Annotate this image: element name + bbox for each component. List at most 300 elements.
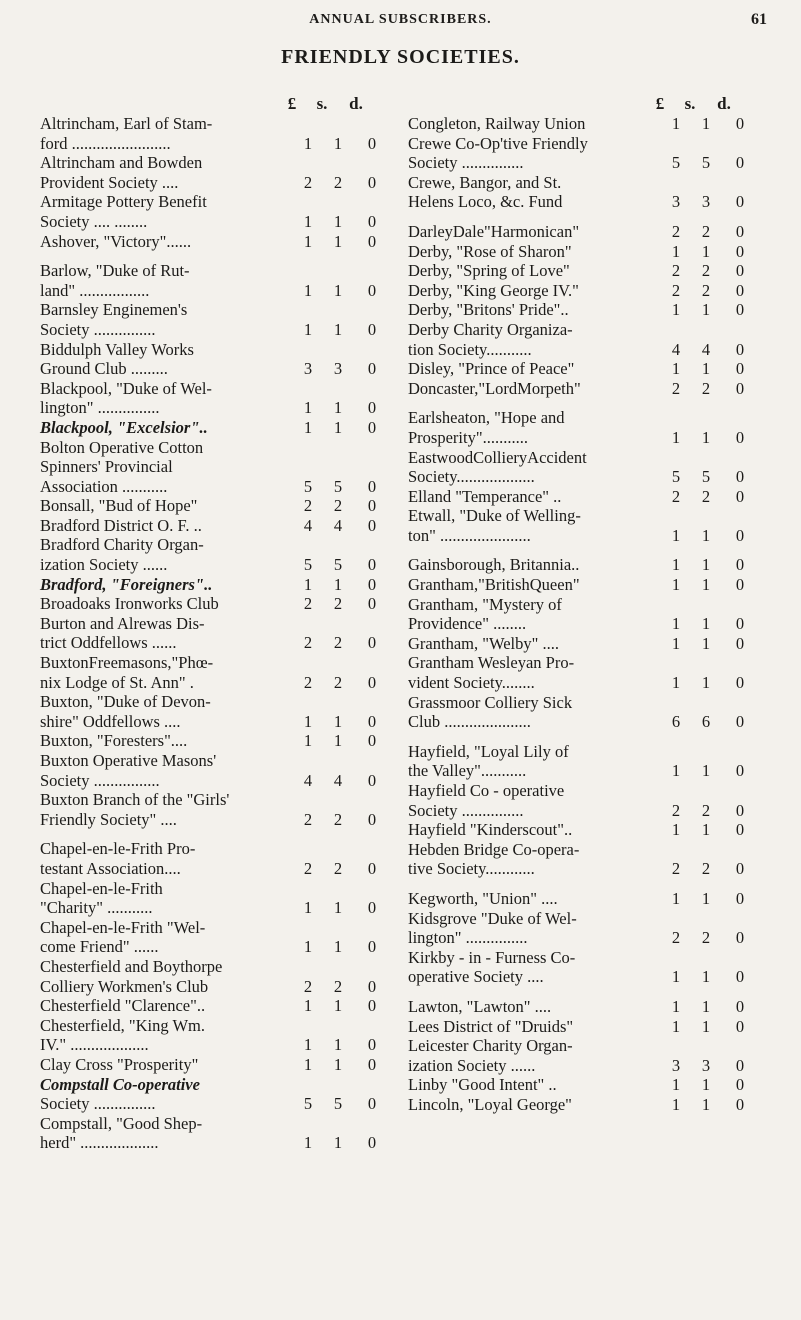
amount-shillings: 1 xyxy=(701,300,711,320)
amount-shillings: 1 xyxy=(701,114,711,133)
subscriber-entry xyxy=(408,506,753,545)
entry-text-line: land" ................. xyxy=(40,280,150,300)
subscriber-entry xyxy=(408,300,753,320)
entry-text-line: operative Society .... xyxy=(408,967,544,987)
amount-shillings: 2 xyxy=(333,809,343,829)
entry-text-line: Helens Loco, &c. Fund xyxy=(408,192,563,212)
amount-pence: 0 xyxy=(735,359,745,379)
subscriber-entry xyxy=(40,594,385,614)
amount-shillings: 1 xyxy=(333,417,343,437)
amount-shillings: 1 xyxy=(333,898,343,918)
subscription-amount xyxy=(293,398,385,418)
amount-pounds: 2 xyxy=(303,976,313,996)
entry-text-line: Grantham, "Welby" .... xyxy=(408,633,559,653)
subscriber-entry xyxy=(40,1055,385,1075)
subscriber-entry xyxy=(408,487,753,507)
amount-pence: 0 xyxy=(367,515,377,535)
subscriber-entry xyxy=(408,575,753,595)
entry-text-line: EastwoodCollieryAccident xyxy=(408,447,587,467)
amount-pence: 0 xyxy=(367,731,377,751)
subscription-amount xyxy=(293,555,385,575)
subscription-amount xyxy=(293,575,385,595)
subscriber-entry xyxy=(40,340,385,379)
entry-text-line: Derby, "King George IV." xyxy=(408,280,579,300)
subscriber-entry xyxy=(408,1095,753,1115)
amount-pence: 0 xyxy=(735,1055,745,1075)
subscription-amount xyxy=(293,898,385,918)
entry-text-line: Hayfield "Kinderscout".. xyxy=(408,820,573,840)
amount-shillings: 3 xyxy=(701,1055,711,1075)
subscriber-entry xyxy=(408,634,753,654)
currency-header xyxy=(408,94,753,114)
entry-spacer xyxy=(408,879,753,889)
subscription-amount xyxy=(661,281,753,301)
amount-pence: 0 xyxy=(735,800,745,820)
entry-text-line: Hayfield Co - operative xyxy=(408,781,565,800)
subscriber-entry xyxy=(40,653,385,692)
amount-shillings: 1 xyxy=(701,633,711,653)
amount-pounds: 3 xyxy=(303,359,313,379)
subscriber-entry xyxy=(408,820,753,840)
subscription-amount xyxy=(661,192,753,212)
amount-pounds: 2 xyxy=(303,809,313,829)
entry-text-line: Bradford District O. F. .. xyxy=(40,515,202,535)
entry-text-line: herd" ................... xyxy=(40,1133,159,1153)
subscription-amount xyxy=(293,712,385,732)
subscriber-entry xyxy=(408,134,753,173)
subscriber-entry xyxy=(40,516,385,536)
amount-shillings: 1 xyxy=(701,1075,711,1095)
entry-text-line: Providence" ........ xyxy=(408,614,527,634)
subscriber-entry xyxy=(40,535,385,574)
entry-text-line: Society ............... xyxy=(40,319,156,339)
subscriber-entry xyxy=(40,957,385,996)
subscription-amount xyxy=(293,1055,385,1075)
subscription-amount xyxy=(661,467,753,487)
entry-text-line: Bradford, "Foreigners".. xyxy=(40,574,213,594)
amount-shillings: 2 xyxy=(333,633,343,653)
subscription-amount xyxy=(293,633,385,653)
entry-text-line: Grassmoor Colliery Sick xyxy=(408,692,573,712)
entry-text-line: Earlsheaton, "Hope and xyxy=(408,408,565,428)
entry-text-line: Kidsgrove "Duke of Wel- xyxy=(408,908,577,928)
amount-shillings: 1 xyxy=(701,996,711,1016)
entry-text-line: the Valley"........... xyxy=(408,761,527,781)
amount-shillings: 1 xyxy=(333,1054,343,1074)
entry-text-line: Doncaster,"LordMorpeth" xyxy=(408,378,581,398)
amount-pence: 0 xyxy=(735,467,745,487)
amount-pence: 0 xyxy=(367,280,377,300)
amount-pounds: 1 xyxy=(671,300,681,320)
amount-pounds: 2 xyxy=(303,858,313,878)
subscription-amount xyxy=(293,359,385,379)
amount-pence: 0 xyxy=(735,221,745,241)
entry-text-line: Blackpool, "Excelsior".. xyxy=(40,417,208,437)
amount-pence: 0 xyxy=(735,1075,745,1095)
entry-text-line: Bradford Charity Organ- xyxy=(40,535,204,555)
amount-pounds: 1 xyxy=(671,967,681,987)
entry-text-line: lington" ............... xyxy=(408,928,528,948)
amount-pence: 0 xyxy=(367,858,377,878)
amount-pounds: 1 xyxy=(671,359,681,379)
subscription-amount xyxy=(293,673,385,693)
subscriber-entry xyxy=(40,731,385,751)
entry-text-line: tive Society............ xyxy=(408,859,535,879)
amount-pounds: 3 xyxy=(671,1055,681,1075)
subscriber-entry xyxy=(40,418,385,438)
amount-shillings: 2 xyxy=(701,859,711,879)
left-column xyxy=(40,94,385,1153)
entry-text-line: Kegworth, "Union" .... xyxy=(408,888,558,908)
subscriber-entry xyxy=(40,438,385,497)
subscriber-entry xyxy=(408,281,753,301)
entry-text-line: Etwall, "Duke of Welling- xyxy=(408,506,581,526)
subscription-amount xyxy=(661,1075,753,1095)
amount-shillings: 1 xyxy=(701,614,711,634)
entry-text-line: ization Society ...... xyxy=(40,555,168,575)
entry-text-line: Disley, "Prince of Peace" xyxy=(408,359,575,379)
running-title: ANNUAL SUBSCRIBERS. xyxy=(309,12,492,27)
subscription-amount xyxy=(661,1017,753,1037)
pounds-header: £ xyxy=(287,94,297,113)
amount-pounds: 6 xyxy=(671,712,681,732)
amount-pounds: 1 xyxy=(303,280,313,300)
amount-shillings: 5 xyxy=(701,467,711,487)
entry-text-line: Barnsley Enginemen's xyxy=(40,300,188,320)
amount-pence: 0 xyxy=(735,820,745,840)
entry-text-line: come Friend" ...... xyxy=(40,937,159,957)
subscription-amount xyxy=(661,487,753,507)
amount-pence: 0 xyxy=(367,672,377,692)
subscription-amount xyxy=(661,634,753,654)
amount-shillings: 1 xyxy=(701,1094,711,1114)
amount-pence: 0 xyxy=(735,996,745,1016)
subscriber-entry xyxy=(408,242,753,262)
entry-text-line: Buxton Operative Masons' xyxy=(40,751,217,770)
amount-pounds: 1 xyxy=(671,1075,681,1095)
amount-shillings: 1 xyxy=(701,820,711,840)
amount-shillings: 1 xyxy=(333,1035,343,1055)
amount-pence: 0 xyxy=(367,937,377,957)
subscription-amount xyxy=(293,477,385,497)
shillings-header: s. xyxy=(684,94,696,113)
subscription-amount xyxy=(293,996,385,1016)
subscriber-entry xyxy=(408,320,753,359)
subscriber-entry xyxy=(408,889,753,909)
amount-pence: 0 xyxy=(367,319,377,339)
amount-pounds: 1 xyxy=(303,398,313,418)
amount-pence: 0 xyxy=(367,417,377,437)
amount-shillings: 1 xyxy=(701,555,711,575)
amount-pounds: 1 xyxy=(671,114,681,133)
amount-pounds: 2 xyxy=(303,633,313,653)
amount-pounds: 1 xyxy=(671,633,681,653)
amount-pounds: 1 xyxy=(671,555,681,575)
subscriber-entry xyxy=(408,997,753,1017)
section-title: FRIENDLY SOCIETIES. xyxy=(281,46,520,68)
subscriber-entry xyxy=(408,595,753,634)
subscription-amount xyxy=(661,526,753,546)
entry-text-line: Gainsborough, Britannia.. xyxy=(408,555,580,575)
amount-pounds: 3 xyxy=(671,192,681,212)
entry-text-line: "Charity" ........... xyxy=(40,898,153,918)
amount-pence: 0 xyxy=(735,192,745,212)
subscriber-entry xyxy=(408,1017,753,1037)
amount-pounds: 5 xyxy=(303,1094,313,1114)
entry-text-line: Lees District of "Druids" xyxy=(408,1016,574,1036)
entry-spacer xyxy=(408,987,753,997)
subscriber-entry xyxy=(408,222,753,242)
entry-text-line: Buxton, "Foresters".... xyxy=(40,731,188,751)
amount-pence: 0 xyxy=(735,280,745,300)
amount-shillings: 2 xyxy=(333,172,343,192)
subscriber-entry xyxy=(408,379,753,399)
amount-pounds: 1 xyxy=(303,211,313,231)
subscription-amount xyxy=(293,212,385,232)
amount-shillings: 6 xyxy=(701,712,711,732)
amount-pounds: 1 xyxy=(671,427,681,447)
amount-pounds: 1 xyxy=(671,525,681,545)
amount-pounds: 1 xyxy=(303,133,313,153)
entry-text-line: Elland "Temperance" .. xyxy=(408,486,562,506)
pence-header: d. xyxy=(717,94,731,113)
subscription-amount xyxy=(293,859,385,879)
subscriber-entry xyxy=(40,614,385,653)
subscription-amount xyxy=(661,340,753,360)
entry-text-line: Compstall Co-operative xyxy=(40,1074,200,1094)
amount-shillings: 1 xyxy=(333,731,343,751)
amount-pounds: 1 xyxy=(303,937,313,957)
subscription-amount xyxy=(293,516,385,536)
entry-spacer xyxy=(408,398,753,408)
subscription-amount xyxy=(661,1056,753,1076)
subscriber-entry xyxy=(408,742,753,781)
amount-pence: 0 xyxy=(367,633,377,653)
subscription-amount xyxy=(661,673,753,693)
subscriber-entry xyxy=(40,496,385,516)
subscription-amount xyxy=(661,222,753,242)
amount-pence: 0 xyxy=(367,898,377,918)
subscription-amount xyxy=(661,859,753,879)
entry-text-line: nix Lodge of St. Ann" . xyxy=(40,672,194,692)
subscriber-entry xyxy=(40,192,385,231)
amount-pence: 0 xyxy=(367,133,377,153)
entry-text-line: vident Society........ xyxy=(408,673,535,693)
amount-pence: 0 xyxy=(735,673,745,693)
amount-shillings: 2 xyxy=(701,486,711,506)
amount-pence: 0 xyxy=(735,967,745,987)
entry-text-line: Derby Charity Organiza- xyxy=(408,319,573,339)
subscriber-entry xyxy=(408,948,753,987)
amount-pence: 0 xyxy=(735,153,745,173)
entry-text-line: Linby "Good Intent" .. xyxy=(408,1075,557,1095)
entry-text-line: lington" ............... xyxy=(40,398,160,418)
entry-text-line: Spinners' Provincial xyxy=(40,457,173,477)
entry-text-line: Club ..................... xyxy=(408,712,531,732)
entry-text-line: DarleyDale"Harmonican" xyxy=(408,221,580,241)
amount-shillings: 2 xyxy=(701,261,711,281)
amount-shillings: 2 xyxy=(701,221,711,241)
amount-pence: 0 xyxy=(735,761,745,781)
amount-shillings: 4 xyxy=(701,339,711,359)
subscriber-entry xyxy=(40,1075,385,1114)
amount-pence: 0 xyxy=(367,1054,377,1074)
subscriber-entry xyxy=(408,1075,753,1095)
amount-shillings: 5 xyxy=(701,153,711,173)
amount-pence: 0 xyxy=(735,859,745,879)
amount-pence: 0 xyxy=(367,1094,377,1114)
amount-pounds: 1 xyxy=(671,673,681,693)
amount-shillings: 3 xyxy=(333,359,343,379)
subscription-amount xyxy=(293,771,385,791)
amount-shillings: 2 xyxy=(333,672,343,692)
subscription-amount xyxy=(293,320,385,340)
amount-pence: 0 xyxy=(735,1016,745,1036)
subscriber-entry xyxy=(408,173,753,212)
amount-shillings: 2 xyxy=(333,976,343,996)
amount-pence: 0 xyxy=(735,928,745,948)
subscription-amount xyxy=(661,428,753,448)
subscription-amount xyxy=(661,379,753,399)
entry-text-line: BuxtonFreemasons,"Phœ- xyxy=(40,653,214,673)
amount-pounds: 1 xyxy=(671,820,681,840)
amount-pounds: 5 xyxy=(303,476,313,496)
entry-text-line: Bolton Operative Cotton xyxy=(40,437,204,457)
amount-pence: 0 xyxy=(735,378,745,398)
subscriber-entry xyxy=(40,790,385,829)
amount-pence: 0 xyxy=(367,476,377,496)
amount-pence: 0 xyxy=(735,261,745,281)
amount-pence: 0 xyxy=(735,339,745,359)
amount-pence: 0 xyxy=(735,427,745,447)
subscription-amount xyxy=(661,997,753,1017)
entry-text-line: Leicester Charity Organ- xyxy=(408,1036,573,1056)
amount-pounds: 2 xyxy=(671,928,681,948)
amount-pence: 0 xyxy=(367,976,377,996)
subscription-amount xyxy=(661,614,753,634)
amount-pounds: 2 xyxy=(671,261,681,281)
entry-text-line: Blackpool, "Duke of Wel- xyxy=(40,378,212,398)
subscription-amount xyxy=(661,967,753,987)
entry-text-line: Derby, "Rose of Sharon" xyxy=(408,241,572,261)
entry-text-line: Chesterfield and Boythorpe xyxy=(40,956,223,976)
entry-text-line: Kirkby - in - Furness Co- xyxy=(408,947,576,967)
amount-pence: 0 xyxy=(367,770,377,790)
amount-pounds: 2 xyxy=(303,172,313,192)
amount-pence: 0 xyxy=(367,594,377,614)
amount-shillings: 1 xyxy=(333,319,343,339)
amount-shillings: 1 xyxy=(701,241,711,261)
amount-pence: 0 xyxy=(735,712,745,732)
subscription-amount xyxy=(293,134,385,154)
subscription-amount xyxy=(293,594,385,614)
entry-text-line: Barlow, "Duke of Rut- xyxy=(40,261,190,281)
currency-header xyxy=(40,94,385,114)
subscription-amount xyxy=(661,1095,753,1115)
entry-text-line: Clay Cross "Prosperity" xyxy=(40,1054,199,1074)
entry-text-line: Society ............... xyxy=(408,153,524,173)
shillings-header: s. xyxy=(316,94,328,113)
amount-shillings: 1 xyxy=(701,673,711,693)
subscription-amount xyxy=(293,1133,385,1153)
subscription-amount xyxy=(661,712,753,732)
amount-pence: 0 xyxy=(367,1035,377,1055)
subscriber-entry xyxy=(40,839,385,878)
entry-text-line: trict Oddfellows ...... xyxy=(40,633,177,653)
amount-pounds: 4 xyxy=(303,770,313,790)
entry-text-line: Lincoln, "Loyal George" xyxy=(408,1094,572,1114)
entry-text-line: Chapel-en-le-Frith Pro- xyxy=(40,839,196,859)
amount-shillings: 1 xyxy=(701,575,711,595)
entry-text-line: ford ........................ xyxy=(40,133,171,153)
amount-shillings: 1 xyxy=(333,133,343,153)
entry-text-line: Chapel-en-le-Frith xyxy=(40,878,163,898)
entry-text-line: Crewe, Bangor, and St. xyxy=(408,172,562,192)
entry-spacer xyxy=(408,732,753,742)
amount-shillings: 1 xyxy=(333,280,343,300)
amount-shillings: 1 xyxy=(333,996,343,1016)
amount-pounds: 5 xyxy=(671,467,681,487)
subscription-amount xyxy=(293,1035,385,1055)
amount-pence: 0 xyxy=(367,211,377,231)
subscription-amount xyxy=(661,801,753,821)
amount-pence: 0 xyxy=(367,574,377,594)
amount-pence: 0 xyxy=(735,300,745,320)
amount-pence: 0 xyxy=(367,809,377,829)
subscription-amount xyxy=(293,937,385,957)
amount-pounds: 1 xyxy=(303,711,313,731)
amount-pence: 0 xyxy=(735,888,745,908)
entry-text-line: Society ................ xyxy=(40,770,160,790)
amount-pounds: 1 xyxy=(671,888,681,908)
page-number: 61 xyxy=(751,11,767,28)
running-head xyxy=(0,8,801,32)
subscription-amount xyxy=(661,300,753,320)
subscription-amount xyxy=(293,731,385,751)
amount-pounds: 1 xyxy=(303,319,313,339)
entry-text-line: Bonsall, "Bud of Hope" xyxy=(40,496,198,516)
entry-spacer xyxy=(408,212,753,222)
subscriber-entry xyxy=(40,300,385,339)
amount-shillings: 1 xyxy=(333,574,343,594)
entry-text-line: Ground Club ......... xyxy=(40,359,168,379)
amount-pounds: 5 xyxy=(303,555,313,575)
entry-text-line: Grantham, "Mystery of xyxy=(408,594,562,614)
amount-pounds: 1 xyxy=(671,1094,681,1114)
amount-shillings: 1 xyxy=(333,1133,343,1153)
entry-text-line: Ashover, "Victory"...... xyxy=(40,231,192,251)
entry-text-line: Broadoaks Ironworks Club xyxy=(40,594,219,614)
amount-pence: 0 xyxy=(367,555,377,575)
entry-text-line: Buxton, "Duke of Devon- xyxy=(40,692,211,712)
amount-pounds: 1 xyxy=(303,1133,313,1153)
amount-pence: 0 xyxy=(735,633,745,653)
amount-shillings: 1 xyxy=(701,1016,711,1036)
amount-pence: 0 xyxy=(735,114,745,133)
subscriber-entry xyxy=(408,693,753,732)
subscription-amount xyxy=(293,418,385,438)
entry-text-line: Lawton, "Lawton" .... xyxy=(408,996,552,1016)
entry-text-line: Provident Society .... xyxy=(40,172,179,192)
amount-shillings: 2 xyxy=(701,928,711,948)
pence-header: d. xyxy=(349,94,363,113)
amount-pounds: 2 xyxy=(303,672,313,692)
amount-shillings: 4 xyxy=(333,770,343,790)
subscriber-entry xyxy=(40,1016,385,1055)
amount-pence: 0 xyxy=(367,711,377,731)
amount-pounds: 1 xyxy=(671,575,681,595)
amount-pence: 0 xyxy=(735,486,745,506)
